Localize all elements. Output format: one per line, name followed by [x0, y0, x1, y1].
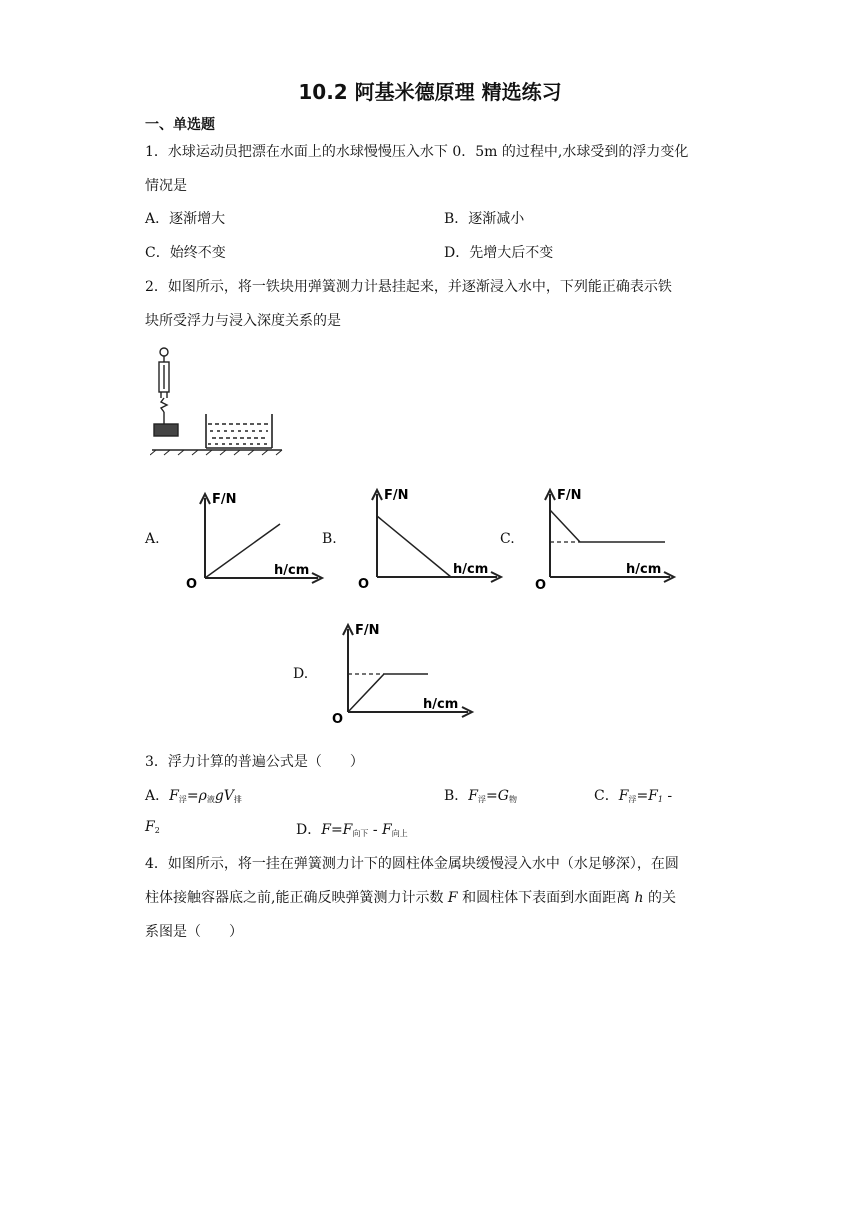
q1-stem-line1: 1．水球运动员把漂在水面上的水球慢慢压入水下 0．5m 的过程中,水球受到的浮力变化 [145, 144, 689, 160]
y-axis-label: F/N [384, 488, 409, 503]
spring-scale-apparatus-figure [150, 344, 285, 456]
q2-graph-c [530, 482, 680, 592]
q3-option-b: B．$F_浮=G_物$ [444, 788, 517, 804]
x-axis-label: h/cm [453, 562, 489, 577]
q2-option-c-label: C. [500, 531, 515, 547]
q1-stem-line2: 情况是 [145, 178, 187, 194]
q3-option-a: A．$F_浮=\rho_液gV_排$ [145, 788, 242, 804]
section-heading: 一、单选题 [145, 117, 215, 133]
q3-option-d: D．$F=F_{向下} - F_{向上}$ [296, 822, 408, 838]
x-axis-label: h/cm [274, 563, 310, 578]
origin-label: O [186, 577, 198, 592]
y-axis-label: F/N [557, 488, 582, 503]
q3-option-c: C．$F_浮=F_1$ - [594, 788, 673, 804]
y-axis-label: F/N [212, 492, 237, 507]
q2-stem-line1: 2．如图所示，将一铁块用弹簧测力计悬挂起来，并逐渐浸入水中，下列能正确表示铁 [145, 279, 672, 295]
origin-label: O [535, 578, 547, 592]
origin-label: O [332, 712, 344, 727]
page-title: 10.2 阿基米德原理 精选练习 [298, 80, 562, 104]
q4-stem-line2: 柱体接触容器底之前,能正确反映弹簧测力计示数 F 和圆柱体下表面到水面距离 h 的关 [145, 890, 677, 906]
x-axis-label: h/cm [626, 562, 662, 577]
q1-option-b: B．逐渐减小 [444, 211, 525, 227]
q1-option-a: A．逐渐增大 [145, 211, 226, 227]
q3-stem: 3．浮力计算的普遍公式是（ ） [145, 754, 364, 770]
y-axis-label: F/N [355, 623, 380, 638]
q2-graph-a [180, 486, 330, 592]
q4-stem-line1: 4．如图所示，将一挂在弹簧测力计下的圆柱体金属块缓慢浸入水中（水足够深），在圆 [145, 856, 679, 872]
q4-stem-line3: 系图是（ ） [145, 924, 243, 940]
q2-stem-line2: 块所受浮力与浸入深度关系的是 [145, 313, 341, 329]
q3-option-c-continued: $F_2$ [145, 819, 160, 835]
q2-option-b-label: B. [322, 531, 337, 547]
q2-option-d-label: D. [293, 666, 309, 682]
q2-graph-b [355, 482, 510, 592]
q2-graph-d [328, 617, 483, 727]
q1-option-c: C．始终不变 [145, 245, 226, 261]
origin-label: O [358, 577, 370, 592]
x-axis-label: h/cm [423, 697, 459, 712]
q1-option-d: D．先增大后不变 [444, 245, 554, 261]
q2-option-a-label: A. [145, 531, 160, 547]
